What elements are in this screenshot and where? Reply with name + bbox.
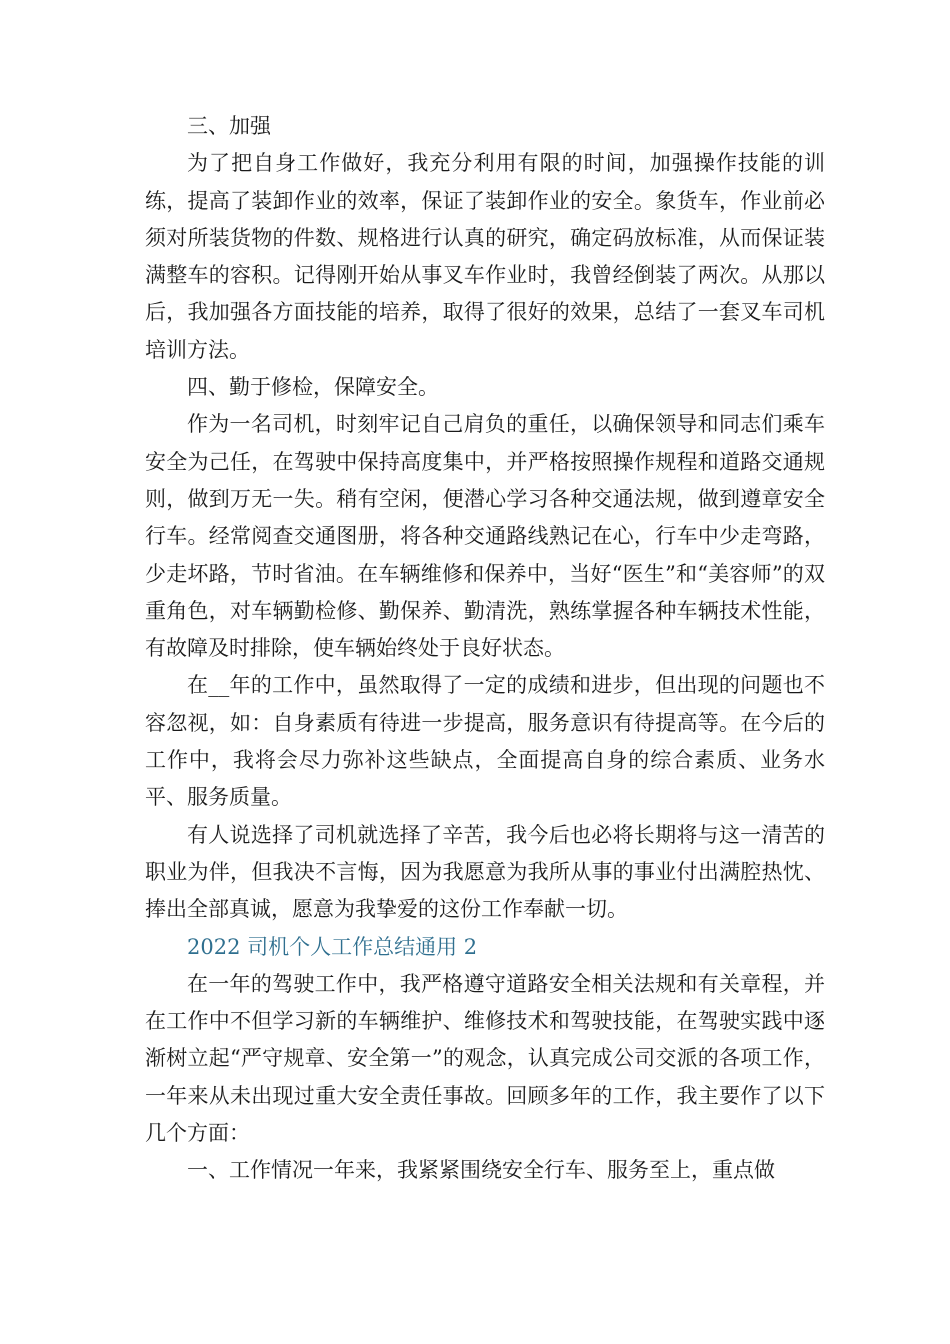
paragraph-shortcomings: 在__年的工作中，虽然取得了一定的成绩和进步，但出现的问题也不容忽视，如：自身素质有待进一步提高，服务意识有待提高等。在今后的工作中，我将会尽力弥补这些缺点，全面提高自身的综合素质、业务水平、服务质量。 xyxy=(145,673,825,810)
document-page xyxy=(145,108,825,1190)
heading-strengthen: 三、加强 xyxy=(187,114,271,138)
paragraph-year-review: 在一年的驾驶工作中，我严格遵守道路安全相关法规和有关章程，并在工作中不但学习新的车辆维护、维修技术和驾驶技能，在驾驶实践中逐渐树立起“严守规章、安全第一”的观念，认真完成公司交派的各项工作，一年来从未出现过重大安全责任事故。回顾多年的工作，我主要作了以下几个方面： xyxy=(145,971,825,1146)
paragraph-commitment: 有人说选择了司机就选择了辛苦，我今后也必将长期将与这一清苦的职业为伴，但我决不言悔，因为我愿意为我所从事的事业付出满腔热忱、捧出全部真诚，愿意为我挚爱的这份工作奉献一切。 xyxy=(145,822,825,922)
heading-maintenance-safety: 四、勤于修检，保障安全。 xyxy=(187,375,439,400)
section-title-summary-2: 2022 司机个人工作总结通用 2 xyxy=(187,934,478,959)
paragraph-skills-training: 为了把自身工作做好，我充分利用有限的时间，加强操作技能的训练，提高了装卸作业的效率，保证了装卸作业的安全。象货车，作业前必须对所装货物的件数、规格进行认真的研究，确定码放标准，从而保证装满整车的容积。记得刚开始从事叉车作业时，我曾经倒装了两次。从那以后，我加强各方面技能的培养，取得了很好的效果，总结了一套叉车司机培训方法。 xyxy=(145,151,825,362)
paragraph-work-situation: 一、工作情况一年来，我紧紧围绕安全行车、服务至上，重点做 xyxy=(187,1158,775,1183)
paragraph-driver-duty: 作为一名司机，时刻牢记自己肩负的重任，以确保领导和同志们乘车安全为己任，在驾驶中保持高度集中，并严格按照操作规程和道路交通规则，做到万无一失。稍有空闲，便潜心学习各种交通法规，做到遵章安全行车。经常阅查交通图册，将各种交通路线熟记在心，行车中少走弯路，少走坏路，节时省油。在车辆维修和保养中，当好“医生”和“美容师”的双重角色，对车辆勤检修、勤保养、勤清洗，熟练掌握各种车辆技术性能，有故障及时排除，使车辆始终处于良好状态。 xyxy=(145,412,825,661)
